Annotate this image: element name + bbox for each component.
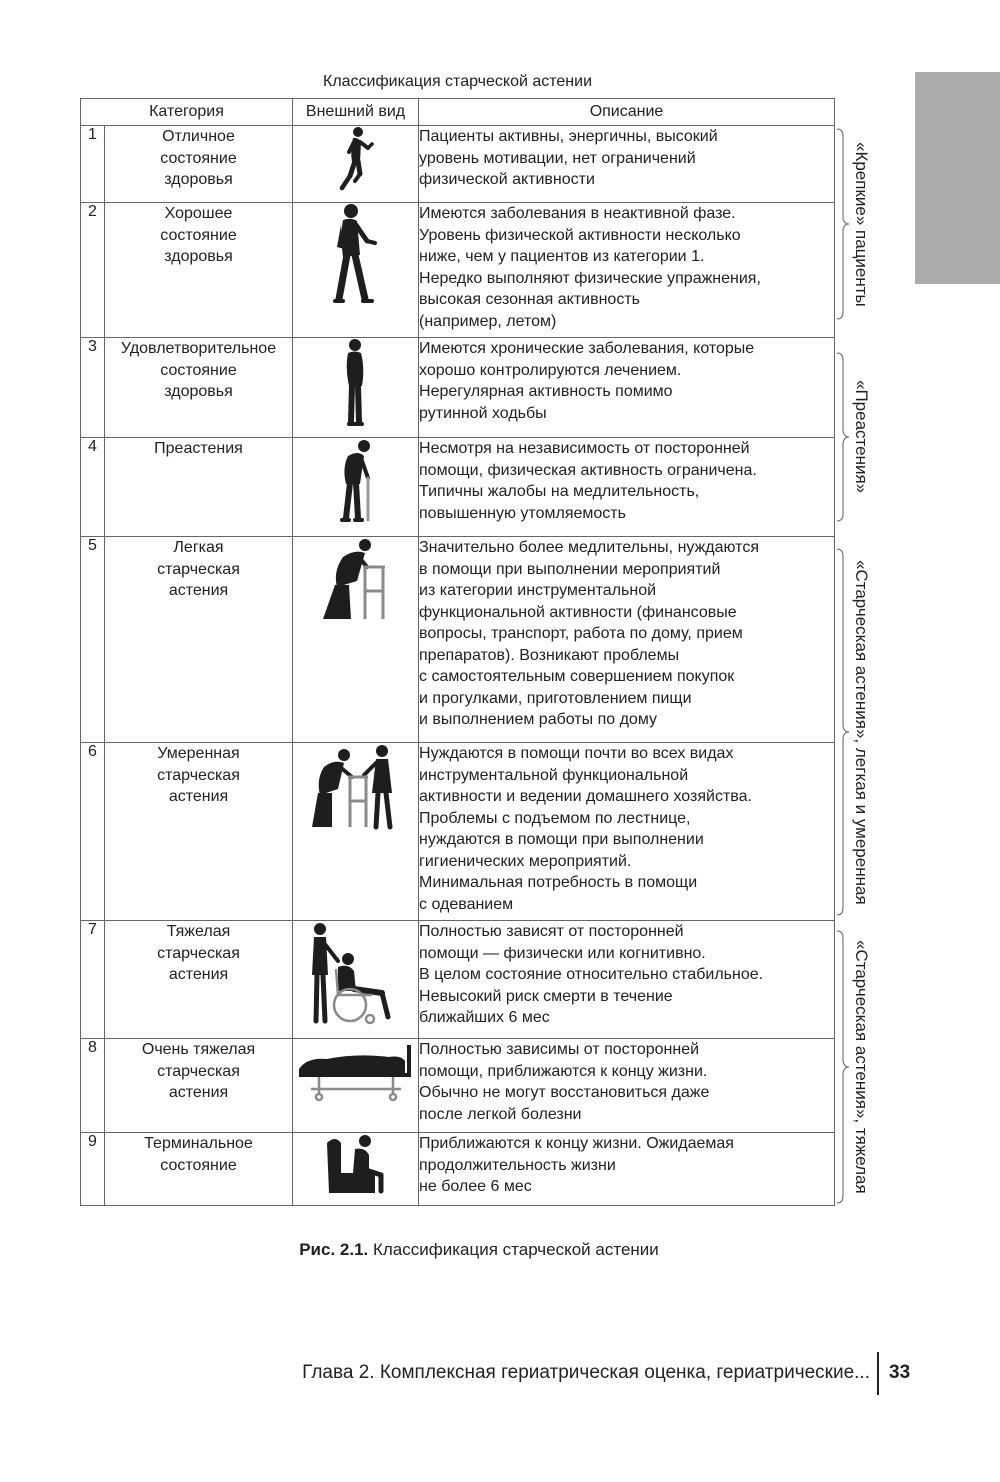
caption-label: Рис. 2.1. bbox=[299, 1240, 369, 1259]
header-category: Категория bbox=[81, 99, 293, 126]
row-number: 2 bbox=[81, 203, 105, 338]
row-category: Отличное состояние здоровья bbox=[160, 128, 237, 188]
row-category: Терминальное состояние bbox=[144, 1135, 253, 1174]
classification-table bbox=[80, 98, 835, 1206]
row-category: Очень тяжелая старческая астения bbox=[141, 1041, 256, 1101]
person-with-walker-icon bbox=[321, 537, 391, 623]
row-number: 4 bbox=[81, 438, 105, 537]
running-person-icon bbox=[336, 126, 376, 196]
row-description: Имеются заболевания в неактивной фазе. Уровень физической активности несколько ниже, чем у пациентов из категории 1. Нередко выполняют физические упражнения, высокая сезонная активность (например, летом) bbox=[419, 205, 761, 330]
row-number: 9 bbox=[81, 1133, 105, 1206]
caption-text: Классификация старческой астении bbox=[368, 1240, 659, 1259]
footer-divider bbox=[877, 1352, 879, 1395]
row-number: 3 bbox=[81, 338, 105, 438]
side-label-mild-moderate: «Старческая астения», легкая и умеренная bbox=[852, 559, 871, 905]
row-number: 1 bbox=[81, 126, 105, 203]
table-row bbox=[81, 1133, 835, 1206]
side-label-severe: «Старческая астения», тяжелая bbox=[852, 940, 871, 1194]
table-row bbox=[81, 438, 835, 537]
page-number: 33 bbox=[889, 1362, 911, 1383]
row-category: Тяжелая старческая астения bbox=[157, 923, 240, 983]
wheelchair-with-caregiver-icon bbox=[308, 921, 404, 1025]
bedridden-person-icon bbox=[297, 1039, 415, 1105]
row-category: Умеренная старческая астения bbox=[157, 745, 240, 805]
running-footer: Глава 2. Комплексная гериатрическая оценка, гериатрические... bbox=[302, 1362, 870, 1383]
row-description: Имеются хронические заболевания, которые хорошо контролируются лечением. Нерегулярная активность помимо рутинной ходьбы bbox=[419, 340, 755, 422]
person-with-cane-icon bbox=[334, 438, 378, 524]
table-row bbox=[81, 537, 835, 743]
row-category: Хорошее состояние здоровья bbox=[160, 205, 237, 265]
row-description: Значительно более медлительны, нуждаются в помощи при выполнении мероприятий из категории инструментальной функциональной активности (финансовые вопросы, транспорт, работа по дому, прием препаратов). Возникают проблемы с самостоятельным совершением покупок и прогулками, приготовлением пищи и выполнением работы по дому bbox=[419, 539, 759, 728]
side-label-robust: «Крепкие» пациенты bbox=[852, 141, 871, 307]
table-row bbox=[81, 338, 835, 438]
row-description: Нуждаются в помощи почти во всех видах инструментальной функциональной активности и ведении домашнего хозяйства. Проблемы с подъемом по лестнице, нуждаются в помощи при выполнении гигиенических мероприятий. Минимальная потребность в помощи с одеванием bbox=[419, 745, 752, 913]
row-description: Полностью зависимы от посторонней помощи, приближаются к концу жизни. Обычно не могут восстановиться даже после легкой болезни bbox=[419, 1041, 710, 1123]
walking-person-icon bbox=[331, 203, 381, 307]
header-description: Описание bbox=[419, 99, 835, 126]
side-label-prefrail: «Преастения» bbox=[852, 380, 871, 494]
standing-person-icon bbox=[341, 338, 371, 428]
row-number: 5 bbox=[81, 537, 105, 743]
chapter-tab-marker bbox=[915, 72, 1000, 284]
table-row bbox=[81, 743, 835, 921]
row-number: 6 bbox=[81, 743, 105, 921]
figure-caption bbox=[0, 1240, 958, 1260]
person-with-walker-and-helper-icon bbox=[310, 743, 402, 831]
row-description: Приближаются к концу жизни. Ожидаемая продолжительность жизни не более 6 мес bbox=[419, 1135, 734, 1195]
table-row bbox=[81, 1039, 835, 1133]
table-header-row bbox=[81, 99, 835, 126]
row-category: Преастения bbox=[154, 440, 243, 457]
header-appearance: Внешний вид bbox=[293, 99, 419, 126]
row-category: Легкая старческая астения bbox=[157, 539, 240, 599]
row-description: Полностью зависят от посторонней помощи — физически или когнитивно. В целом состояние относительно стабильное. Невысокий риск смерти в течение ближайших 6 мес bbox=[419, 923, 764, 1026]
row-description: Пациенты активны, энергичны, высокий уровень мотивации, нет ограничений физической активности bbox=[419, 128, 718, 188]
table-row bbox=[81, 126, 835, 203]
row-number: 8 bbox=[81, 1039, 105, 1133]
table-row bbox=[81, 921, 835, 1039]
table-row bbox=[81, 203, 835, 338]
row-category: Удовлетворительное состояние здоровья bbox=[120, 340, 277, 400]
person-in-armchair-icon bbox=[325, 1133, 387, 1195]
row-number: 7 bbox=[81, 921, 105, 1039]
table-title: Классификация старческой астении bbox=[323, 73, 592, 90]
row-description: Несмотря на независимость от посторонней помощи, физическая активность ограничена. Типичны жалобы на медлительность, повышенную утомляемость bbox=[419, 440, 757, 522]
